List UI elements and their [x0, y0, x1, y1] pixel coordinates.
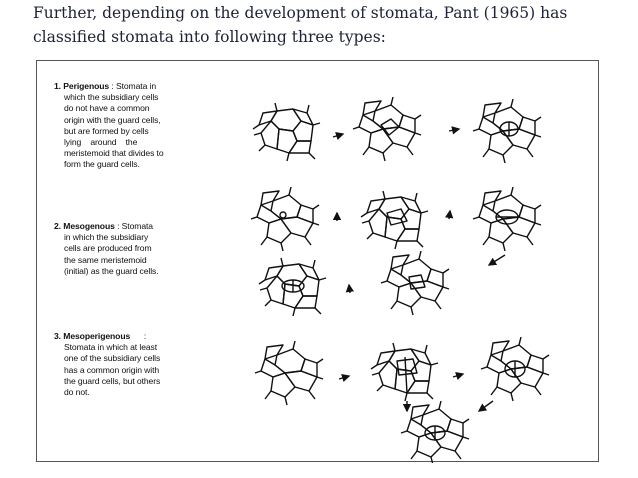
perigenous-stage-3-diagram	[473, 99, 541, 163]
intro-line-1: Further, depending on the development of stomata, Pant (1965) has	[33, 4, 568, 22]
type-mesoperigenous-description: 3. Mesoperigenous : Stomata in which at least one of the subsidiary cells has a common origin with the guard cells, but others do not.	[54, 331, 161, 398]
arrow-icon	[453, 374, 463, 377]
mesogenous-stage-3-diagram	[473, 187, 541, 251]
arrow-icon	[333, 134, 343, 137]
perigenous-stage-2-diagram	[353, 97, 421, 161]
mesoperigenous-stage-4-diagram	[401, 401, 469, 463]
arrow-icon	[479, 401, 493, 411]
stomata-types-figure	[36, 60, 599, 462]
arrow-icon	[349, 285, 350, 293]
mesoperigenous-stage-3-diagram	[481, 337, 549, 401]
arrow-icon	[339, 376, 349, 379]
arrow-icon	[489, 255, 505, 265]
mesoperigenous-stage-2-diagram	[371, 343, 438, 401]
mesogenous-stage-5-diagram	[381, 251, 449, 315]
arrow-icon	[449, 211, 450, 219]
mesogenous-stage-1-diagram	[251, 187, 319, 251]
mesoperigenous-stage-1-diagram	[255, 341, 323, 405]
type-mesogenous-description: 2. Mesogenous : Stomata in which the subsidiary cells are produced from the same meristemoid (initial) as the guard cells.	[54, 221, 159, 276]
intro-paragraph	[33, 1, 633, 49]
type-perigenous-description: 1. Perigenous : Stomata in which the subsidiary cells do not have a common origin with the guard cells, but are formed by cells lying around the meristemoid that divides to form the guard cells.	[54, 81, 164, 170]
arrow-icon	[449, 129, 459, 131]
type-perigenous-term: Perigenous	[63, 81, 110, 91]
mesogenous-stage-4-diagram	[259, 258, 326, 316]
mesogenous-stage-2-diagram	[361, 191, 428, 249]
type-mesogenous-term: Mesogenous	[63, 221, 115, 231]
stomata-development-diagrams	[37, 61, 600, 463]
type-mesoperigenous-term: Mesoperigenous	[63, 331, 131, 341]
perigenous-stage-1-diagram	[253, 103, 320, 161]
intro-line-2: classified stomata into following three types:	[33, 28, 386, 46]
